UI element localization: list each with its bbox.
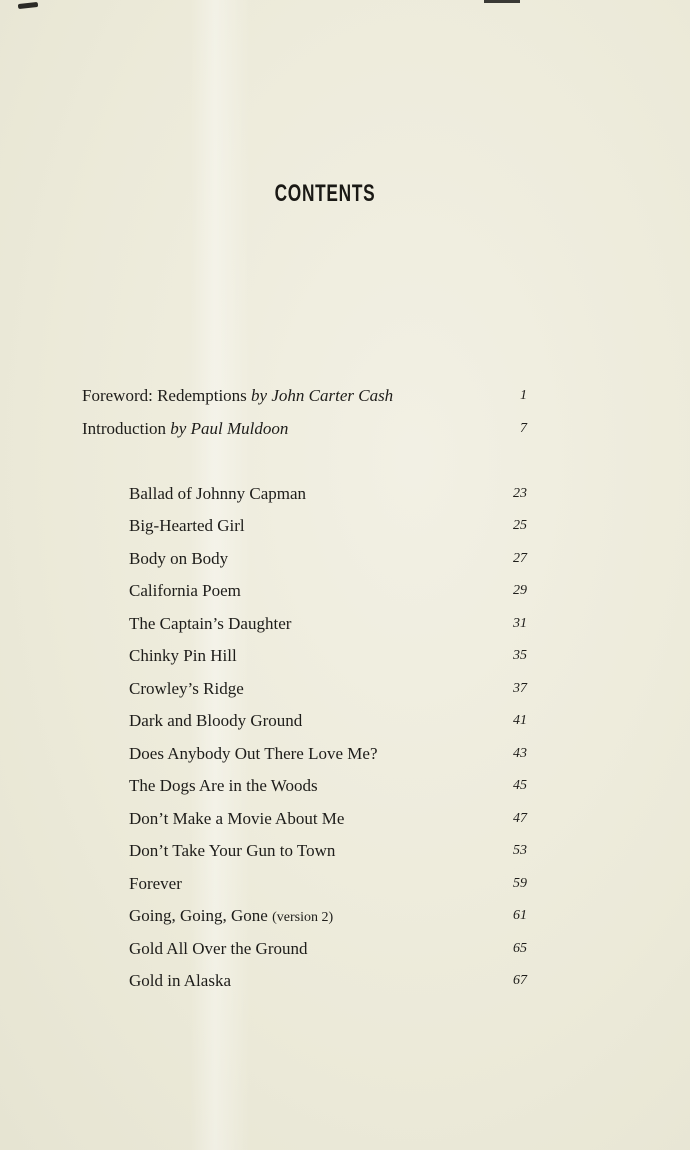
page-number: 61 [513,908,527,923]
toc-entry-foreword [82,386,393,406]
toc-entry [129,809,344,829]
entry-title: Forever [129,874,182,893]
page-number: 35 [513,648,527,663]
toc-entry [129,971,231,991]
page-number: 7 [520,421,527,436]
entry-title: The Dogs Are in the Woods [129,776,318,795]
page-number: 67 [513,973,527,988]
entry-title: Ballad of Johnny Capman [129,484,307,503]
ink-mark [18,2,38,9]
ink-mark [484,0,520,3]
contents-heading: CONTENTS [274,180,376,207]
toc-entry [129,906,333,928]
toc-entry [129,679,244,699]
entry-title: The Captain’s Daughter [129,614,292,633]
entry-title: Does Anybody Out There Love Me? [129,744,378,763]
toc-entry [129,744,378,764]
entry-title: Don’t Make a Movie About Me [129,809,345,828]
page-number: 45 [513,778,527,793]
page-number: 41 [513,713,527,728]
entry-title: Foreword: Redemptions [82,386,247,405]
page-number: 27 [513,551,527,566]
entry-title: Introduction [82,419,167,438]
page-number: 31 [513,616,527,631]
page-number: 43 [513,746,527,761]
toc-entry [129,874,182,894]
page-number: 37 [513,681,527,696]
entry-by: by [251,386,268,405]
toc-entry [129,614,291,634]
entry-title: Gold in Alaska [129,971,231,990]
page-number: 23 [513,486,527,501]
entry-author: Paul Muldoon [190,419,289,438]
entry-title: Don’t Take Your Gun to Town [129,841,336,860]
page-number: 65 [513,941,527,956]
page-number: 59 [513,876,527,891]
entry-title: Body on Body [129,549,229,568]
toc-entry [129,711,302,731]
toc-entry-introduction [82,419,288,439]
page-number: 1 [520,388,527,403]
entry-title: Gold All Over the Ground [129,939,308,958]
page-number: 47 [513,811,527,826]
toc-entry [129,646,237,666]
entry-title: Big-Hearted Girl [129,516,245,535]
toc-entry [129,581,241,601]
toc-entry [129,776,318,796]
page-number: 29 [513,583,527,598]
entry-title: Crowley’s Ridge [129,679,244,698]
toc-entry [129,939,307,959]
entry-title: Chinky Pin Hill [129,646,237,665]
toc-entry [129,841,335,861]
entry-title: Dark and Bloody Ground [129,711,303,730]
entry-title: California Poem [129,581,241,600]
page-number: 25 [513,518,527,533]
toc-entry [129,516,245,536]
entry-title: Going, Going, Gone [129,906,268,925]
entry-by: by [170,419,187,438]
toc-entry [129,549,228,569]
entry-author: John Carter Cash [271,386,394,405]
entry-note: (version 2) [272,910,334,925]
toc-entry [129,484,306,504]
page-number: 53 [513,843,527,858]
